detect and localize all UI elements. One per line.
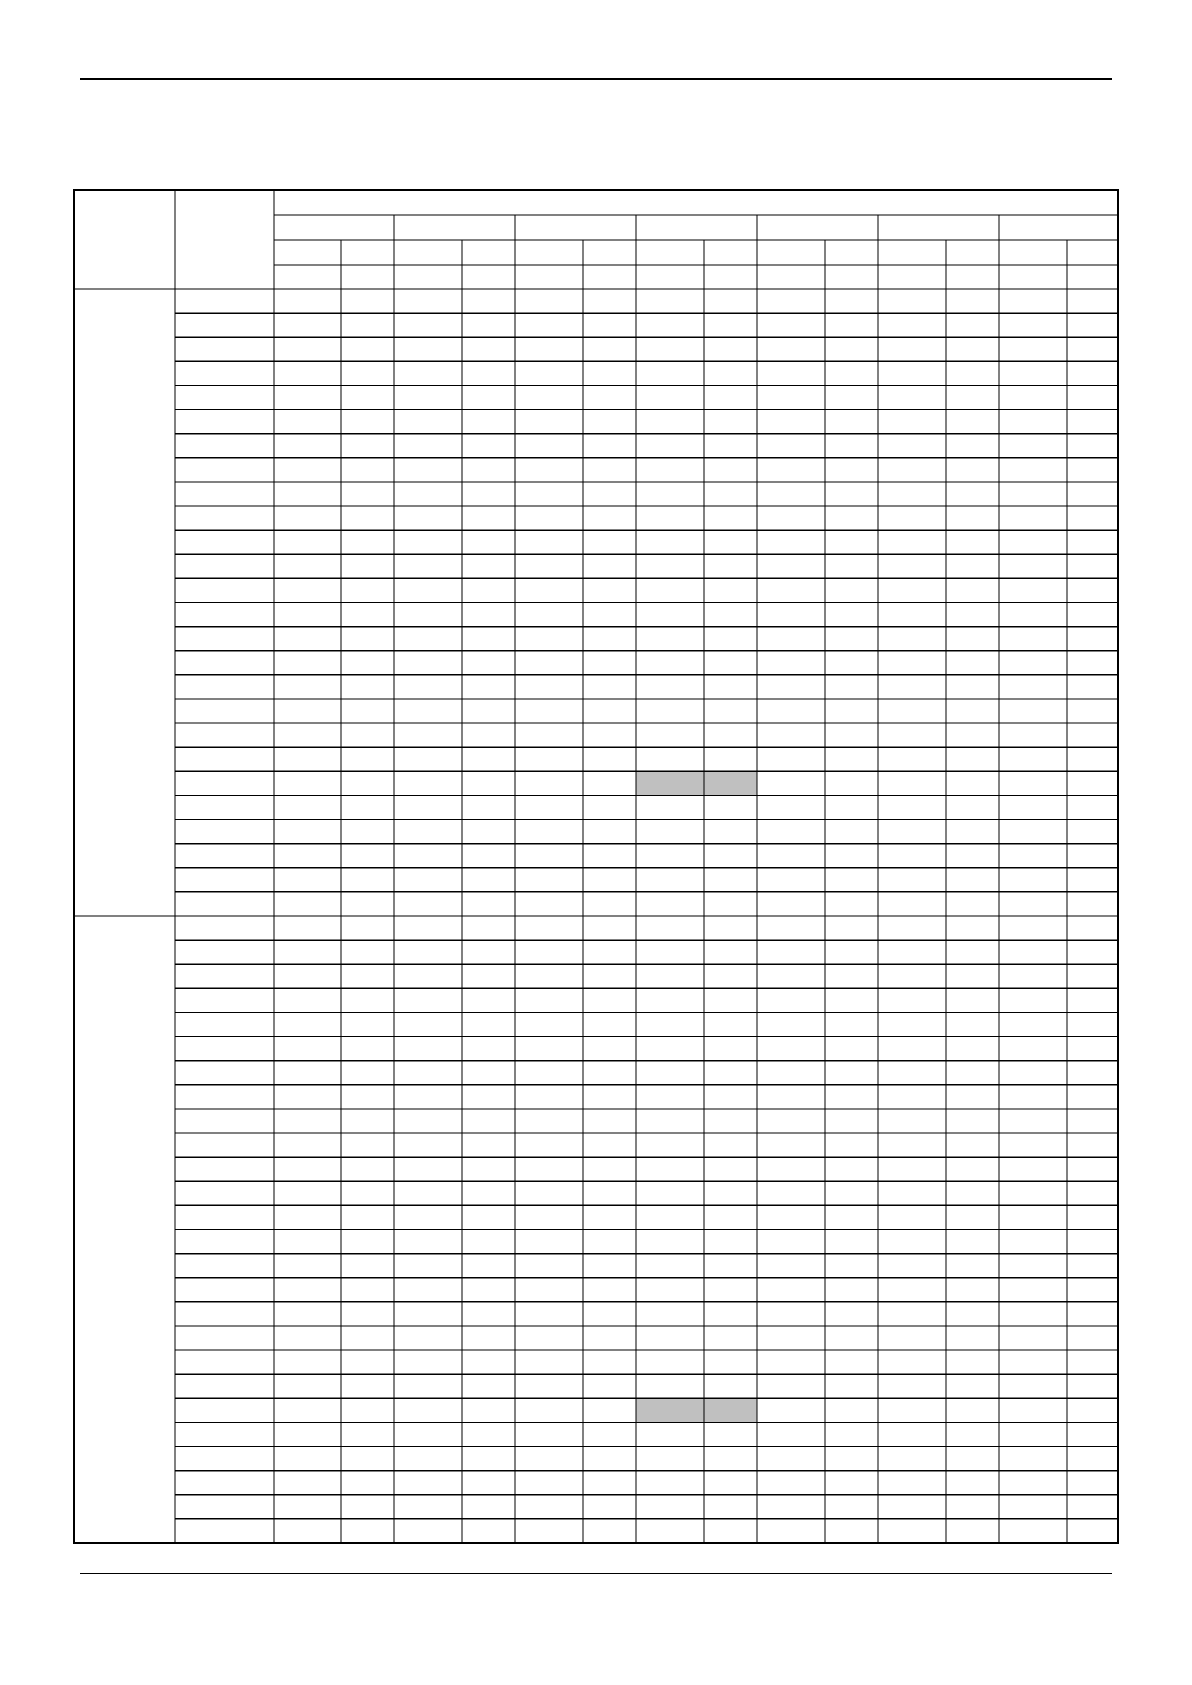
shaded-cell xyxy=(636,771,757,795)
shaded-cell xyxy=(636,1398,757,1422)
footer-rule xyxy=(80,1573,1112,1574)
table-frame xyxy=(74,190,1118,1543)
